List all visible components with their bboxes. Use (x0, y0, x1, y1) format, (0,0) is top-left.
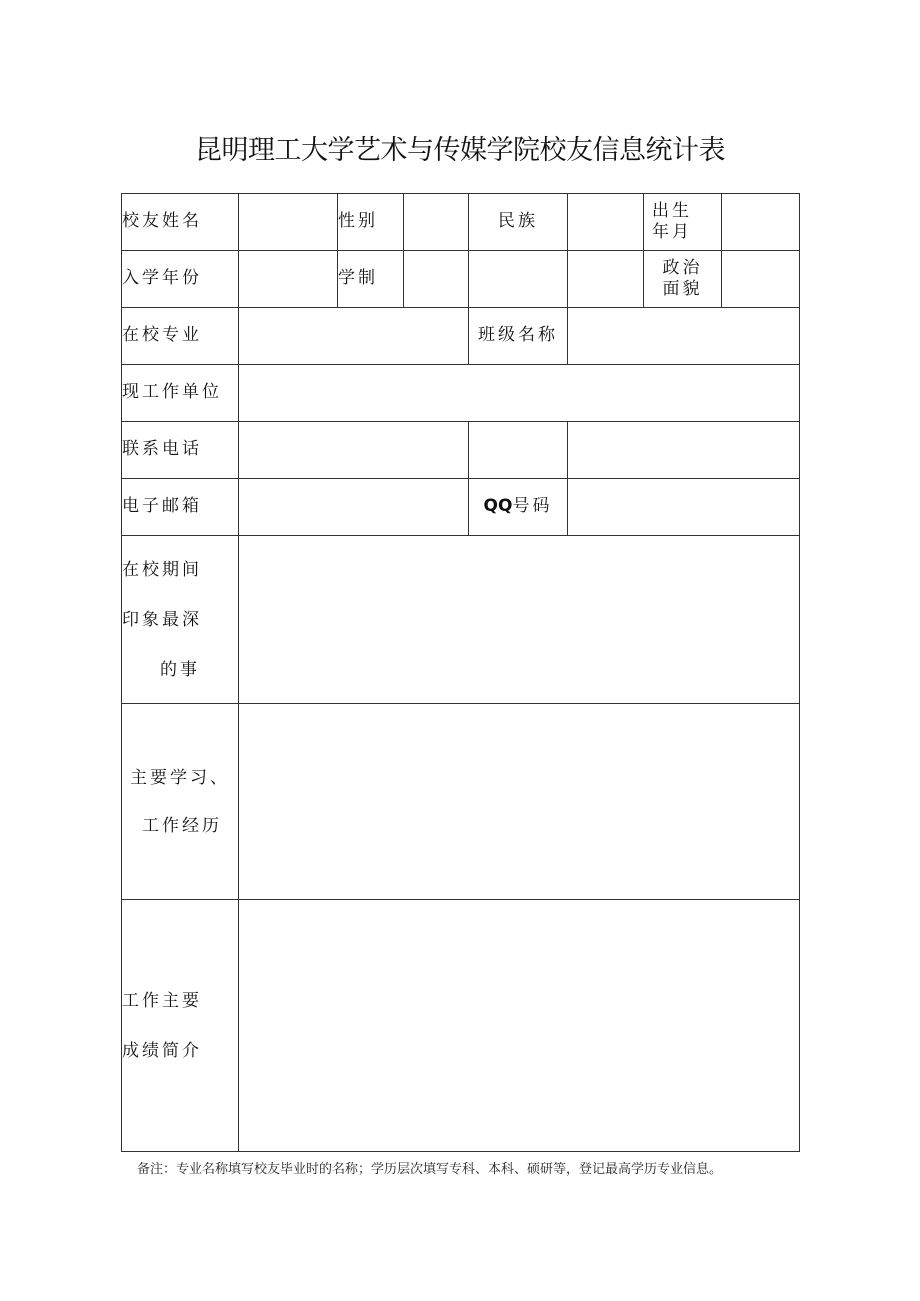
duration-label: 学制 (338, 251, 404, 308)
form-row-employer (122, 365, 800, 422)
experience-label (122, 704, 239, 900)
email-label: 电子邮箱 (122, 479, 239, 536)
achievement-label-line1: 工作主要 (122, 990, 202, 1011)
major-field[interactable] (239, 308, 469, 365)
impression-label-line2: 印象最深 (122, 609, 202, 630)
ethnicity-label: 民族 (469, 194, 568, 251)
impression-label (122, 536, 239, 704)
duration-field[interactable] (404, 251, 469, 308)
footnote: 备注：专业名称填写校友毕业时的名称；学历层次填写专科、本科、硕研等，登记最高学历专业信息。 (137, 1162, 723, 1177)
form-row-enrollment (122, 251, 800, 308)
name-field[interactable] (239, 194, 338, 251)
form-row-experience (122, 704, 800, 900)
blank-cell-3[interactable] (469, 422, 568, 479)
gender-label: 性别 (338, 194, 404, 251)
enroll-year-label: 入学年份 (122, 251, 239, 308)
phone-field[interactable] (239, 422, 469, 479)
major-label: 在校专业 (122, 308, 239, 365)
alumni-info-form-table (121, 193, 800, 1152)
blank-cell-4[interactable] (568, 422, 800, 479)
qq-label-suffix: 号码 (512, 496, 553, 517)
impression-label-line3: 的事 (160, 659, 200, 680)
qq-label-prefix: QQ (483, 496, 513, 517)
phone-label: 联系电话 (122, 422, 239, 479)
gender-field[interactable] (404, 194, 469, 251)
achievement-field[interactable] (239, 900, 800, 1152)
impression-field[interactable] (239, 536, 800, 704)
experience-field[interactable] (239, 704, 800, 900)
form-row-basic-info (122, 194, 800, 251)
blank-cell-2[interactable] (568, 251, 644, 308)
qq-field[interactable] (568, 479, 800, 536)
political-status-field[interactable] (722, 251, 800, 308)
achievement-label (122, 900, 239, 1152)
enroll-year-field[interactable] (239, 251, 338, 308)
blank-cell-1[interactable] (469, 251, 568, 308)
birth-date-label-line2: 年月 (652, 222, 692, 242)
political-status-label (644, 251, 722, 308)
class-label: 班级名称 (469, 308, 568, 365)
form-row-phone (122, 422, 800, 479)
political-status-label-line1: 政治 (662, 257, 703, 278)
form-row-impression (122, 536, 800, 704)
experience-label-line1: 主要学习、 (130, 767, 230, 788)
birth-date-label-line1: 出生 (652, 200, 692, 221)
experience-label-line2: 工作经历 (142, 815, 222, 836)
qq-label (469, 479, 568, 536)
page-title: 昆明理工大学艺术与传媒学院校友信息统计表 (195, 135, 725, 166)
form-row-email (122, 479, 800, 536)
email-field[interactable] (239, 479, 469, 536)
political-status-label-line2: 面貌 (662, 279, 703, 299)
ethnicity-field[interactable] (568, 194, 644, 251)
form-row-achievement (122, 900, 800, 1152)
impression-label-line1: 在校期间 (122, 559, 202, 580)
name-label: 校友姓名 (122, 194, 239, 251)
form-row-major (122, 308, 800, 365)
employer-label: 现工作单位 (122, 365, 239, 422)
employer-field[interactable] (239, 365, 800, 422)
birth-date-field[interactable] (722, 194, 800, 251)
achievement-label-line2: 成绩简介 (122, 1040, 202, 1061)
birth-date-label (644, 194, 722, 251)
class-field[interactable] (568, 308, 800, 365)
